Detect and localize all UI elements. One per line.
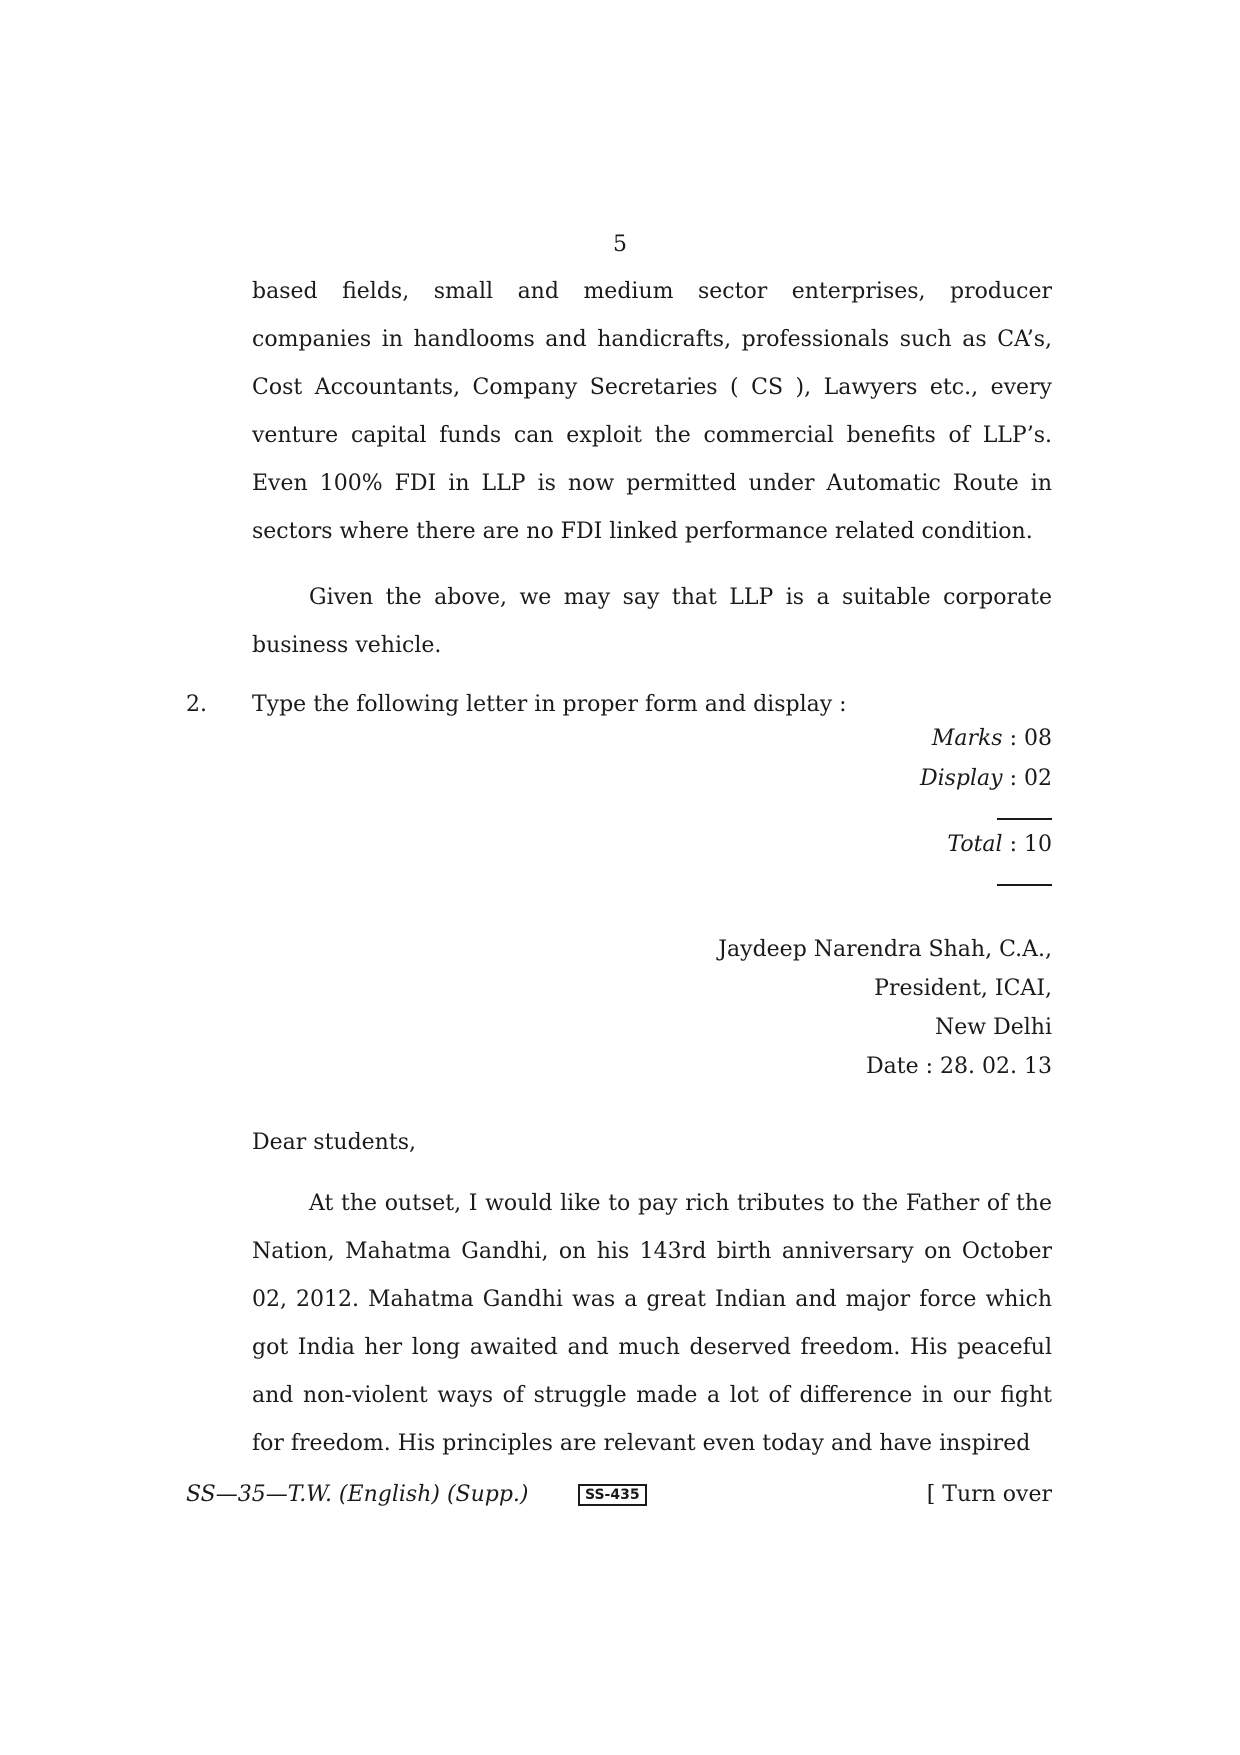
display-label: Display [919,766,1003,791]
turn-over-note: [ Turn over [926,1482,1052,1507]
question-number: 2. [186,692,207,717]
salutation: Dear students, [252,1130,416,1155]
sender-name: Jaydeep Narendra Shah, C.A., [718,937,1052,962]
page-number: 5 [613,232,627,257]
page-footer [186,1480,1052,1510]
letter-paragraph-1: At the outset, I would like to pay rich tributes to the Father of the Nation, Mahatma Gandhi, on his 143rd birth anniversary on October 02, 2012. Mahatma Gandhi was a great Indian and major force which got India her long awaited and much deserved freedom. His peaceful and non-violent ways of struggle made a lot of difference in our fight for freedom. His principles are relevant even today and have inspired [252,1191,1052,1456]
display-value: : 02 [1009,766,1052,791]
total-line [947,830,1052,860]
footer-code-box: SS-435 [578,1484,647,1506]
total-top-rule [997,818,1052,820]
sender-designation: President, ICAI, [874,976,1052,1001]
body-paragraph-2: Given the above, we may say that LLP is a suitable corporate business vehicle. [252,585,1052,658]
marks-label: Marks [931,726,1003,751]
sender-city: New Delhi [935,1015,1052,1040]
total-value: : 10 [1009,832,1052,857]
marks-line [932,724,1052,754]
question-text: Type the following letter in proper form and display : [252,692,847,717]
marks-value: : 08 [1009,726,1052,751]
display-line [920,764,1052,794]
total-label: Total [947,832,1003,857]
footer-paper-code: SS—35—T.W. (English) (Supp.) [186,1482,529,1507]
letter-date: Date : 28. 02. 13 [866,1054,1052,1079]
body-paragraph-1: based fields, small and medium sector enterprises, producer companies in handlooms and handicrafts, professionals such as CA’s, Cost Accountants, Company Secretaries ( CS ), Lawyers etc., every venture capital funds can exploit the commercial benefits of LLP’s. Even 100% FDI in LLP is now permitted under Automatic Route in sectors where there are no FDI linked performance related condition. [252,279,1052,544]
total-bottom-rule [997,884,1052,886]
